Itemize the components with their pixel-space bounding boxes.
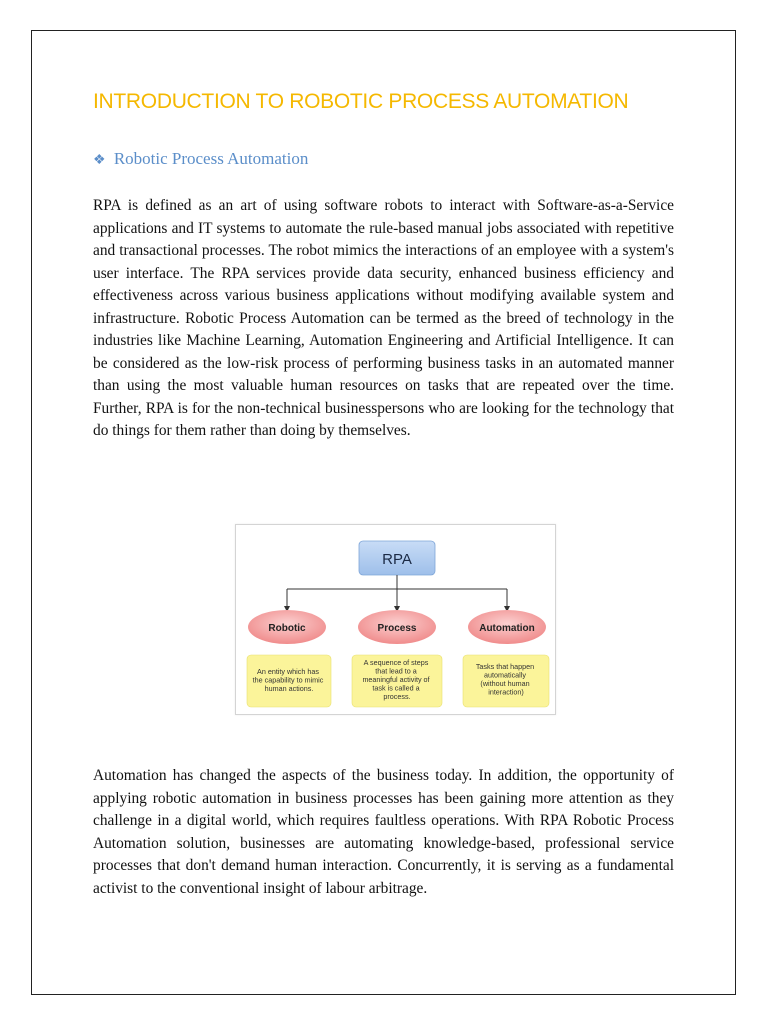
intro-paragraph: RPA is defined as an art of using software robots to interact with Software-as-a-Service applications and IT systems to automate the rule-based manual jobs associated with repetitive and transactional processes. The robot mimics the interactions of an employee with a system's user interface. The RPA services provide data security, enhanced business efficiency and effectiveness across various business applications without modifying available system and infrastructure. Robotic Process Automation can be termed as the breed of technology in the industries like Machine Learning, Automation Engineering and Artificial Intelligence. It can be considered as the low-risk process of performing business tasks in an automated manner than using the most valuable human resources on tasks that are repeated over the time. Further, RPA is for the non-technical businesspersons who are looking for the technology that do things for them rather than doing by themselves. <box>93 197 674 439</box>
diamond-bullet-icon: ❖ <box>93 153 106 168</box>
note-automation-line: (without human <box>480 679 530 688</box>
note-process-line: A sequence of steps <box>363 658 429 667</box>
note-process-line: that lead to a <box>375 666 417 676</box>
rpa-diagram <box>235 524 556 715</box>
section-heading <box>93 149 308 169</box>
section-heading-text: Robotic Process Automation <box>113 149 309 168</box>
note-automation-line: interaction) <box>488 687 524 697</box>
page-title: INTRODUCTION TO ROBOTIC PROCESS AUTOMATION <box>93 90 629 113</box>
note-automation-line: automatically <box>484 670 526 680</box>
note-robotic-line: human actions. <box>264 684 314 693</box>
rpa-root-label: RPA <box>382 551 412 568</box>
label-process: Process <box>377 623 417 634</box>
note-process-line: process. <box>383 692 411 701</box>
label-automation: Automation <box>479 623 535 634</box>
note-process-line: task is called a <box>372 683 420 693</box>
note-automation-line: Tasks that happen <box>475 662 535 671</box>
automation-paragraph: Automation has changed the aspects of the business today. In addition, the opportunity of applying robotic automation in business processes has been gaining more attention as they challenge in a digital world, which requires faultless operations. With RPA Robotic Process Automation solution, businesses are automating knowledge-based, professional service processes that don't demand human interaction. Concurrently, it is serving as a fundamental activist to the conventional insight of labour arbitrage. <box>93 767 674 897</box>
note-robotic-line: An entity which has <box>257 667 319 676</box>
note-robotic-line: the capability to mimic <box>252 675 324 685</box>
label-robotic: Robotic <box>268 623 306 634</box>
note-process-line: meaningful activity of <box>362 675 430 684</box>
